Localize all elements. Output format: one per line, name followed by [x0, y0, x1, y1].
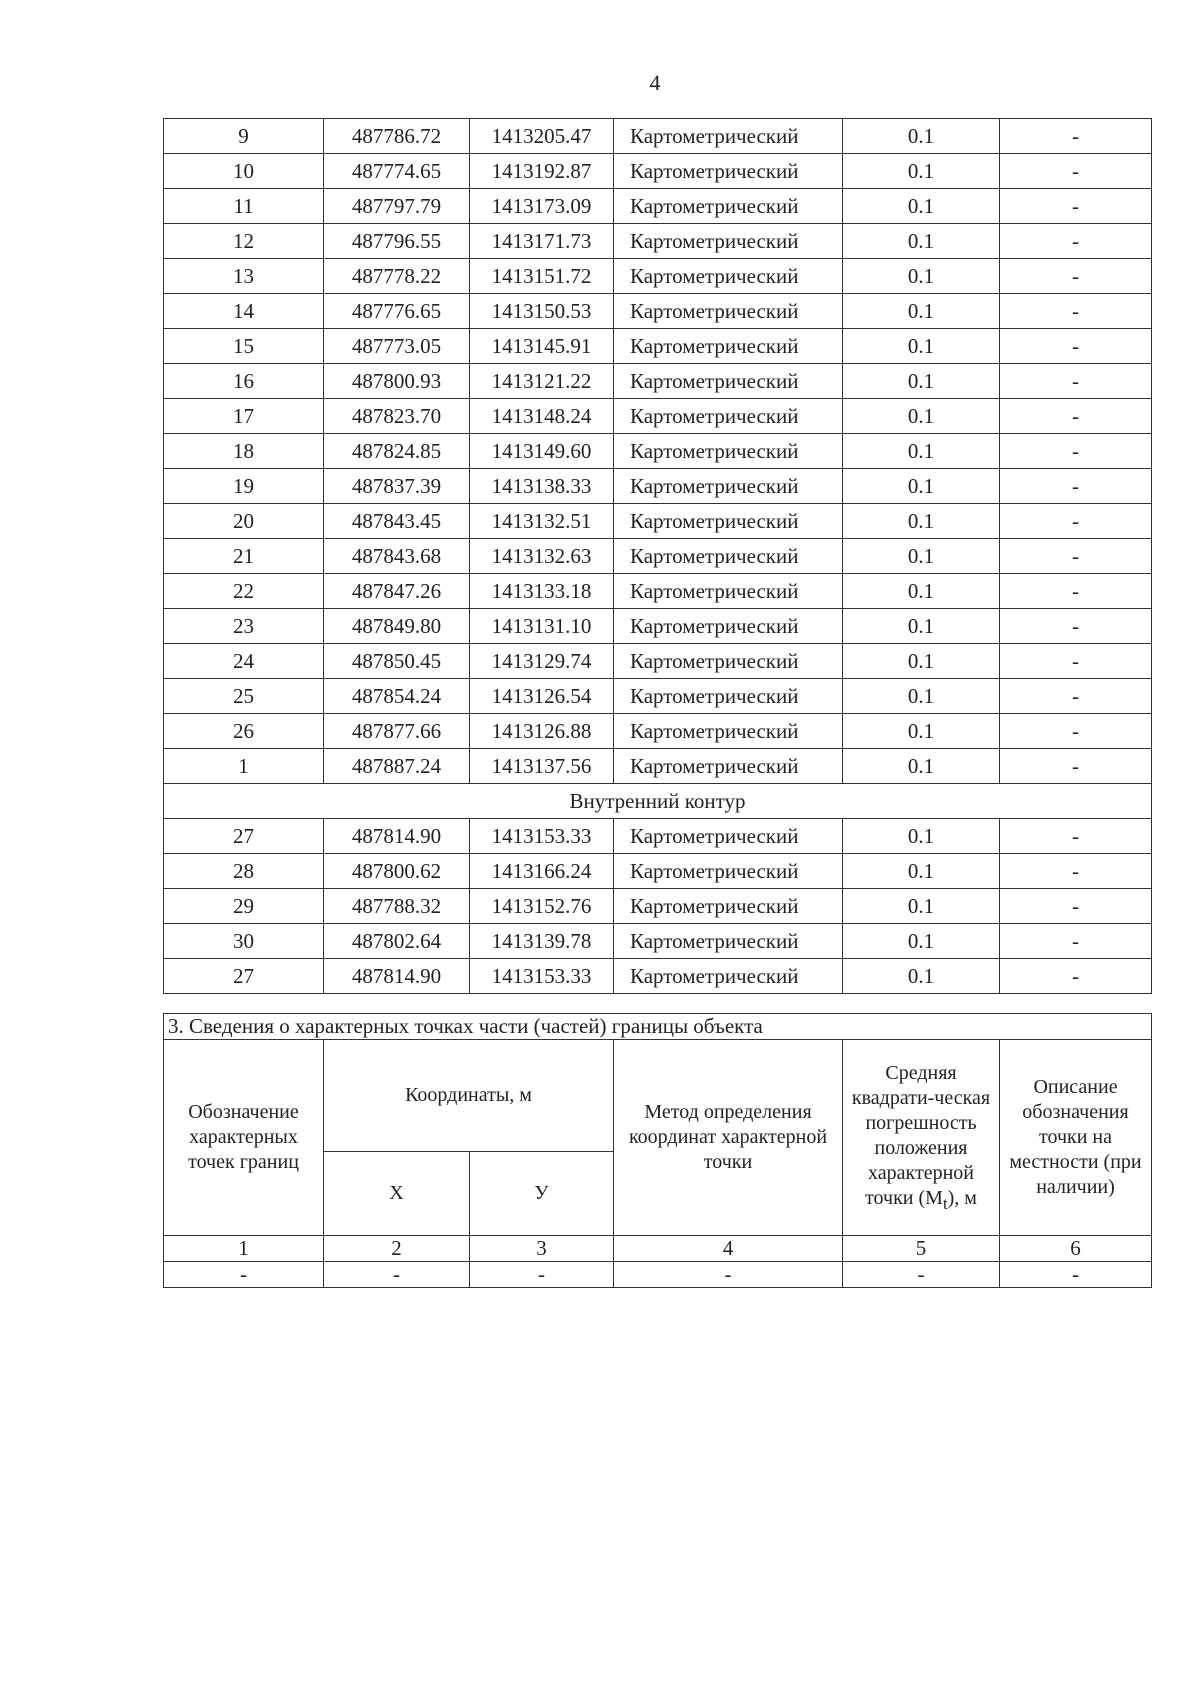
coordinate-y: 1413173.09 — [470, 189, 614, 224]
table-row — [164, 644, 1152, 679]
column-number: 1 — [164, 1236, 324, 1262]
empty-cell: - — [470, 1262, 614, 1288]
table-row — [164, 469, 1152, 504]
table-row — [164, 714, 1152, 749]
coordinate-x: 487788.32 — [324, 889, 470, 924]
description-cell: - — [1000, 924, 1152, 959]
description-cell: - — [1000, 224, 1152, 259]
description-cell: - — [1000, 154, 1152, 189]
header-row-1 — [164, 1040, 1152, 1152]
coordinate-y: 1413145.91 — [470, 329, 614, 364]
coordinate-y: 1413171.73 — [470, 224, 614, 259]
coordinate-y: 1413151.72 — [470, 259, 614, 294]
description-cell: - — [1000, 679, 1152, 714]
description-cell: - — [1000, 469, 1152, 504]
coordinate-x: 487814.90 — [324, 959, 470, 994]
coordinates-table — [163, 118, 1152, 994]
error-cell: 0.1 — [843, 224, 1000, 259]
description-cell: - — [1000, 714, 1152, 749]
description-cell: - — [1000, 889, 1152, 924]
description-cell: - — [1000, 959, 1152, 994]
description-cell: - — [1000, 574, 1152, 609]
method-cell: Картометрический — [614, 224, 843, 259]
error-cell: 0.1 — [843, 189, 1000, 224]
coordinate-x: 487823.70 — [324, 399, 470, 434]
description-cell: - — [1000, 504, 1152, 539]
method-cell: Картометрический — [614, 644, 843, 679]
inner-contour-rows — [164, 819, 1152, 994]
section-title-row — [164, 1014, 1152, 1040]
description-cell: - — [1000, 259, 1152, 294]
coordinate-x: 487849.80 — [324, 609, 470, 644]
method-cell: Картометрический — [614, 119, 843, 154]
empty-data-row — [164, 1262, 1152, 1288]
error-cell: 0.1 — [843, 399, 1000, 434]
coordinate-y: 1413148.24 — [470, 399, 614, 434]
header-coordinates: Координаты, м — [324, 1040, 614, 1152]
coordinate-y: 1413131.10 — [470, 609, 614, 644]
error-cell: 0.1 — [843, 924, 1000, 959]
coordinate-y: 1413150.53 — [470, 294, 614, 329]
empty-cell: - — [324, 1262, 470, 1288]
coordinate-y: 1413132.63 — [470, 539, 614, 574]
coordinate-x: 487786.72 — [324, 119, 470, 154]
empty-cell: - — [614, 1262, 843, 1288]
description-cell: - — [1000, 189, 1152, 224]
error-cell: 0.1 — [843, 819, 1000, 854]
table-row — [164, 119, 1152, 154]
method-cell: Картометрический — [614, 854, 843, 889]
coordinate-y: 1413152.76 — [470, 889, 614, 924]
coordinate-y: 1413166.24 — [470, 854, 614, 889]
coordinate-x: 487800.62 — [324, 854, 470, 889]
coordinate-x: 487847.26 — [324, 574, 470, 609]
coordinate-x: 487814.90 — [324, 819, 470, 854]
point-number: 22 — [164, 574, 324, 609]
table-row — [164, 924, 1152, 959]
table-row — [164, 854, 1152, 889]
error-cell: 0.1 — [843, 434, 1000, 469]
header-y: У — [470, 1152, 614, 1236]
description-cell: - — [1000, 329, 1152, 364]
coordinate-y: 1413149.60 — [470, 434, 614, 469]
method-cell: Картометрический — [614, 399, 843, 434]
coordinate-y: 1413126.54 — [470, 679, 614, 714]
empty-cell: - — [1000, 1262, 1152, 1288]
point-number: 14 — [164, 294, 324, 329]
table-row — [164, 749, 1152, 784]
error-cell: 0.1 — [843, 504, 1000, 539]
table-row — [164, 364, 1152, 399]
coordinate-x: 487877.66 — [324, 714, 470, 749]
method-cell: Картометрический — [614, 154, 843, 189]
point-number: 28 — [164, 854, 324, 889]
coordinate-x: 487800.93 — [324, 364, 470, 399]
error-cell: 0.1 — [843, 889, 1000, 924]
coordinate-y: 1413139.78 — [470, 924, 614, 959]
coordinate-y: 1413153.33 — [470, 959, 614, 994]
coordinate-y: 1413126.88 — [470, 714, 614, 749]
method-cell: Картометрический — [614, 189, 843, 224]
description-cell: - — [1000, 644, 1152, 679]
method-cell: Картометрический — [614, 294, 843, 329]
table-row — [164, 189, 1152, 224]
table-row — [164, 574, 1152, 609]
empty-cell: - — [164, 1262, 324, 1288]
inner-contour-row — [164, 784, 1152, 819]
point-number: 27 — [164, 959, 324, 994]
method-cell: Картометрический — [614, 504, 843, 539]
error-cell: 0.1 — [843, 259, 1000, 294]
header-error-tail: ), м — [947, 1186, 977, 1209]
column-number: 3 — [470, 1236, 614, 1262]
coordinate-x: 487778.22 — [324, 259, 470, 294]
method-cell: Картометрический — [614, 924, 843, 959]
coordinate-y: 1413153.33 — [470, 819, 614, 854]
method-cell: Картометрический — [614, 434, 843, 469]
column-number: 6 — [1000, 1236, 1152, 1262]
header-method: Метод определения координат характерной точки — [614, 1040, 843, 1236]
error-cell: 0.1 — [843, 714, 1000, 749]
description-cell: - — [1000, 819, 1152, 854]
coordinate-y: 1413138.33 — [470, 469, 614, 504]
column-number: 2 — [324, 1236, 470, 1262]
method-cell: Картометрический — [614, 749, 843, 784]
method-cell: Картометрический — [614, 364, 843, 399]
point-number: 11 — [164, 189, 324, 224]
method-cell: Картометрический — [614, 539, 843, 574]
method-cell: Картометрический — [614, 469, 843, 504]
coordinate-x: 487773.05 — [324, 329, 470, 364]
error-cell: 0.1 — [843, 469, 1000, 504]
coordinate-y: 1413133.18 — [470, 574, 614, 609]
coordinate-x: 487887.24 — [324, 749, 470, 784]
point-number: 25 — [164, 679, 324, 714]
description-cell: - — [1000, 294, 1152, 329]
point-number: 9 — [164, 119, 324, 154]
table-row — [164, 889, 1152, 924]
table-row — [164, 959, 1152, 994]
coordinate-x: 487824.85 — [324, 434, 470, 469]
error-cell: 0.1 — [843, 294, 1000, 329]
coordinate-y: 1413121.22 — [470, 364, 614, 399]
error-cell: 0.1 — [843, 539, 1000, 574]
description-cell: - — [1000, 609, 1152, 644]
coordinate-y: 1413205.47 — [470, 119, 614, 154]
point-number: 24 — [164, 644, 324, 679]
coordinate-x: 487843.68 — [324, 539, 470, 574]
point-number: 19 — [164, 469, 324, 504]
coordinate-x: 487774.65 — [324, 154, 470, 189]
header-x: X — [324, 1152, 470, 1236]
coordinate-y: 1413132.51 — [470, 504, 614, 539]
coordinate-x: 487854.24 — [324, 679, 470, 714]
empty-cell: - — [843, 1262, 1000, 1288]
header-error-main: Средняя квадрати-ческая погрешность положения характерной точки (M — [851, 1061, 991, 1209]
method-cell: Картометрический — [614, 889, 843, 924]
point-number: 15 — [164, 329, 324, 364]
error-cell: 0.1 — [843, 364, 1000, 399]
header-description: Описание обозначения точки на местности (при наличии) — [1000, 1040, 1152, 1236]
error-cell: 0.1 — [843, 959, 1000, 994]
header-error — [843, 1040, 1000, 1236]
coordinate-x: 487776.65 — [324, 294, 470, 329]
description-cell: - — [1000, 749, 1152, 784]
error-cell: 0.1 — [843, 154, 1000, 189]
coordinate-x: 487843.45 — [324, 504, 470, 539]
header-error-sub: t — [942, 1193, 948, 1213]
coordinate-y: 1413192.87 — [470, 154, 614, 189]
point-number: 17 — [164, 399, 324, 434]
table-row — [164, 329, 1152, 364]
point-number: 13 — [164, 259, 324, 294]
coordinate-x: 487802.64 — [324, 924, 470, 959]
method-cell: Картометрический — [614, 714, 843, 749]
error-cell: 0.1 — [843, 119, 1000, 154]
table-row — [164, 294, 1152, 329]
error-cell: 0.1 — [843, 854, 1000, 889]
table-row — [164, 819, 1152, 854]
table-row — [164, 224, 1152, 259]
coordinate-x: 487850.45 — [324, 644, 470, 679]
description-cell: - — [1000, 364, 1152, 399]
column-number: 5 — [843, 1236, 1000, 1262]
error-cell: 0.1 — [843, 644, 1000, 679]
coordinate-x: 487797.79 — [324, 189, 470, 224]
point-number: 12 — [164, 224, 324, 259]
column-numbers-row — [164, 1236, 1152, 1262]
point-number: 26 — [164, 714, 324, 749]
table-row — [164, 154, 1152, 189]
table-row — [164, 434, 1152, 469]
description-cell: - — [1000, 399, 1152, 434]
error-cell: 0.1 — [843, 609, 1000, 644]
coordinate-y: 1413137.56 — [470, 749, 614, 784]
table-row — [164, 609, 1152, 644]
table-row — [164, 679, 1152, 714]
header-designation: Обозначение характерных точек границ — [164, 1040, 324, 1236]
point-number: 21 — [164, 539, 324, 574]
coordinate-x: 487796.55 — [324, 224, 470, 259]
method-cell: Картометрический — [614, 259, 843, 294]
method-cell: Картометрический — [614, 819, 843, 854]
description-cell: - — [1000, 119, 1152, 154]
point-number: 27 — [164, 819, 324, 854]
table-row — [164, 399, 1152, 434]
coordinate-x: 487837.39 — [324, 469, 470, 504]
point-number: 20 — [164, 504, 324, 539]
error-cell: 0.1 — [843, 329, 1000, 364]
method-cell: Картометрический — [614, 574, 843, 609]
point-number: 16 — [164, 364, 324, 399]
point-number: 23 — [164, 609, 324, 644]
error-cell: 0.1 — [843, 679, 1000, 714]
method-cell: Картометрический — [614, 959, 843, 994]
method-cell: Картометрический — [614, 609, 843, 644]
error-cell: 0.1 — [843, 574, 1000, 609]
description-cell: - — [1000, 434, 1152, 469]
point-number: 30 — [164, 924, 324, 959]
outer-contour-rows — [164, 119, 1152, 784]
point-number: 29 — [164, 889, 324, 924]
point-number: 1 — [164, 749, 324, 784]
inner-contour-label: Внутренний контур — [164, 784, 1152, 819]
point-number: 18 — [164, 434, 324, 469]
section-title: 3. Сведения о характерных точках части (частей) границы объекта — [164, 1014, 1152, 1040]
parts-boundary-table — [163, 1013, 1152, 1288]
table-row — [164, 539, 1152, 574]
error-cell: 0.1 — [843, 749, 1000, 784]
method-cell: Картометрический — [614, 329, 843, 364]
table-row — [164, 504, 1152, 539]
column-number: 4 — [614, 1236, 843, 1262]
page-number: 4 — [649, 70, 661, 95]
description-cell: - — [1000, 854, 1152, 889]
description-cell: - — [1000, 539, 1152, 574]
coordinate-y: 1413129.74 — [470, 644, 614, 679]
method-cell: Картометрический — [614, 679, 843, 714]
table-row — [164, 259, 1152, 294]
point-number: 10 — [164, 154, 324, 189]
